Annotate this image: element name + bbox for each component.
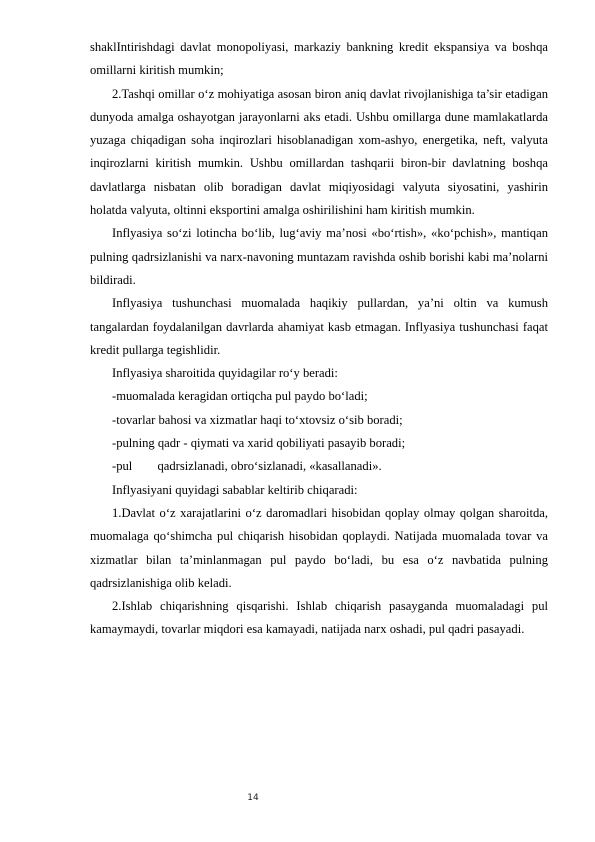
paragraph-external-factors: 2.Tashqi omillar o‘z mohiyatiga asosan biron aniq davlat rivojlanishiga ta’sir etadigan dunyoda amalga oshayotgan jarayonlarni aks etadi. Ushbu omillarga dune mamlakatlarda yuzaga chiqadigan soha inqirozlari hisoblanadigan xom-ashyo, energetika, neft, valyuta inqirozlarni kiritish mumkin. Ushbu omillardan tashqarii biron-bir davlatning boshqa davlatlarga nisbatan olib boradigan davlat miqiyosidagi valyuta siyosatini, yashirin holatda valyuta, oltinni eksportini amalga oshirilishini ham kiritish mumkin. bbox=[90, 86, 548, 218]
paragraph-inflation-conditions-intro: Inflyasiya sharoitida quyidagilar ro‘y beradi: bbox=[112, 366, 338, 381]
list-item-rising-prices: -tovarlar bahosi va xizmatlar haqi to‘xtovsiz o‘sib boradi; bbox=[112, 412, 403, 427]
list-item-depreciation: -pul qadrsizlanadi, obro‘sizlanadi, «kasallanadi». bbox=[112, 459, 382, 474]
body-text bbox=[90, 36, 548, 642]
paragraph-continuation: shaklIntirishdagi davlat monopoliyasi, markaziy bankning kredit ekspansiya va boshqa omillarni kiritish mumkin; bbox=[90, 40, 548, 78]
paragraph-inflation-definition: Inflyasiya so‘zi lotincha bo‘lib, lug‘aviy ma’nosi «bo‘rtish», «ko‘pchish», mantiqan pulning qadrsizlanishi va narx-navoning muntazam ravishda oshib borishi kabi ma’nolarni bildiradi. bbox=[90, 226, 548, 287]
paragraph-inflation-concept: Inflyasiya tushunchasi muomalada haqikiy pullardan, ya’ni oltin va kumush tangalardan foydalanilgan davrlarda ahamiyat kasb etmagan. Inflyasiya tushunchasi faqat kredit pullarga tegishlidir. bbox=[90, 296, 548, 357]
list-item-purchasing-power: -pulning qadr - qiymati va xarid qobiliyati pasayib boradi; bbox=[112, 436, 406, 451]
paragraph-causes-intro: Inflyasiyani quyidagi sabablar keltirib chiqaradi: bbox=[112, 482, 358, 497]
page-number: 14 bbox=[247, 793, 259, 803]
list-item-excess-money: -muomalada keragidan ortiqcha pul paydo bo‘ladi; bbox=[112, 389, 368, 404]
paragraph-cause-production-decline: 2.Ishlab chiqarishning qisqarishi. Ishlab chiqarish pasayganda muomaladagi pul kamaymaydi, tovarlar miqdori esa kamayadi, natijada narx oshadi, pul qadri pasayadi. bbox=[90, 599, 548, 637]
paragraph-cause-government-spending: 1.Davlat o‘z xarajatlarini o‘z daromadlari hisobidan qoplay olmay qolgan sharoitda, muomalaga qo‘shimcha pul chiqarish hisobidan qoplaydi. Natijada muomalada tovar va xizmatlar bilan ta’minlanmagan pul paydo bo‘ladi, bu esa o‘z navbatida pulning qadrsizlanishiga olib keladi. bbox=[90, 505, 548, 590]
